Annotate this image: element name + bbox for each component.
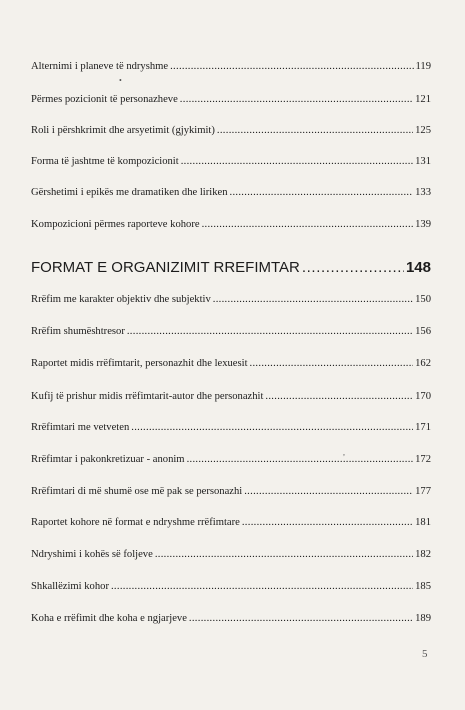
dot-leader: [111, 580, 413, 593]
toc-entry-page: 150: [415, 294, 431, 305]
toc-entry: [31, 325, 431, 338]
toc-entry-title: Rrëfim me karakter objektiv dhe subjektiv: [31, 294, 211, 305]
toc-entry-title: Rrëfim shumështresor: [31, 326, 125, 337]
toc-entry-title: Rrëfimtar i pakonkretizuar - anonim: [31, 454, 185, 465]
toc-entry-page: 189: [415, 613, 431, 624]
page-number: 5: [422, 648, 428, 660]
toc-entry-page: 131: [415, 156, 431, 167]
dot-leader: [213, 293, 413, 306]
toc-entry-page: 156: [415, 326, 431, 337]
toc-entry-page: 119: [415, 61, 431, 72]
toc-entry: [31, 390, 431, 403]
toc-entry: [31, 186, 431, 199]
toc-entry: [31, 516, 431, 529]
toc-entry-page: 171: [415, 422, 431, 433]
toc-entry-title: Raportet kohore në format e ndryshme rrëfimtare: [31, 517, 240, 528]
toc-entry-title: Përmes pozicionit të personazheve: [31, 94, 178, 105]
toc-entry-title: Ndryshimi i kohës së foljeve: [31, 549, 153, 560]
ink-speck: ,: [343, 448, 345, 457]
toc-entry-title: Gërshetimi i epikës me dramatiken dhe liriken: [31, 187, 228, 198]
dot-leader: [202, 218, 414, 231]
toc-entry-title: Rrëfimtari di më shumë ose më pak se personazhi: [31, 486, 243, 497]
dot-leader: [187, 453, 414, 466]
toc-section-heading: [31, 259, 431, 277]
toc-entry: [31, 453, 431, 466]
toc-entry-page: 181: [415, 517, 431, 528]
toc-entry: [31, 124, 431, 137]
toc-entry: [31, 485, 431, 498]
toc-entry: [31, 60, 431, 73]
toc-entry-page: 133: [415, 187, 431, 198]
toc-entry-page: 182: [415, 549, 431, 560]
toc-entry-title: Koha e rrëfimit dhe koha e ngjarjeve: [31, 613, 187, 624]
toc-entry: [31, 293, 431, 306]
toc-entry: [31, 580, 431, 593]
dot-leader: [217, 124, 413, 137]
dot-leader: [189, 612, 413, 625]
toc-entry-title: Kompozicioni përmes raporteve kohore: [31, 219, 200, 230]
toc-entry: [31, 93, 431, 106]
dot-leader: [244, 485, 413, 498]
dot-leader: [155, 548, 413, 561]
toc-entry-title: Rrëfimtari me vetveten: [31, 422, 130, 433]
toc-entry: [31, 612, 431, 625]
toc-entry-page: 172: [415, 454, 431, 465]
dot-leader: [265, 390, 413, 403]
dot-leader: [250, 357, 414, 370]
toc-entry-title: Raportet midis rrëfimtarit, personazhit dhe lexuesit: [31, 358, 248, 369]
toc-entry: [31, 548, 431, 561]
toc-entry-title: Roli i përshkrimit dhe arsyetimit (gjykimit): [31, 125, 215, 136]
toc-entry: [31, 155, 431, 168]
dot-leader: [127, 325, 413, 338]
toc-entry-page: 162: [415, 358, 431, 369]
dot-leader: [181, 155, 413, 168]
dot-leader: [180, 93, 413, 106]
dot-leader: [131, 421, 413, 434]
toc-entry-page: 121: [415, 94, 431, 105]
toc-entry-title: Shkallëzimi kohor: [31, 581, 109, 592]
dot-leader: [242, 516, 413, 529]
toc-entry-title: Alternimi i planeve të ndryshme: [31, 61, 169, 72]
section-title: FORMAT E ORGANIZIMIT RREFIMTAR: [31, 259, 300, 276]
toc-entry-page: 125: [415, 125, 431, 136]
toc-entry-page: 177: [415, 486, 431, 497]
toc-entry-page: 139: [415, 219, 431, 230]
toc-entry: [31, 218, 431, 231]
ink-speck: •: [119, 76, 122, 85]
toc-entry-title: Forma të jashtme të kompozicionit: [31, 156, 179, 167]
toc-entry: [31, 421, 431, 434]
toc-entry-page: 185: [415, 581, 431, 592]
dot-leader: [230, 186, 414, 199]
section-page: 148: [405, 259, 431, 276]
toc-entry: [31, 357, 431, 370]
dot-leader: [170, 60, 413, 73]
toc-entry-title: Kufij të prishur midis rrëfimtarit-autor dhe personazhit: [31, 391, 264, 402]
toc-entry-page: 170: [415, 391, 431, 402]
dot-leader: [302, 259, 404, 277]
